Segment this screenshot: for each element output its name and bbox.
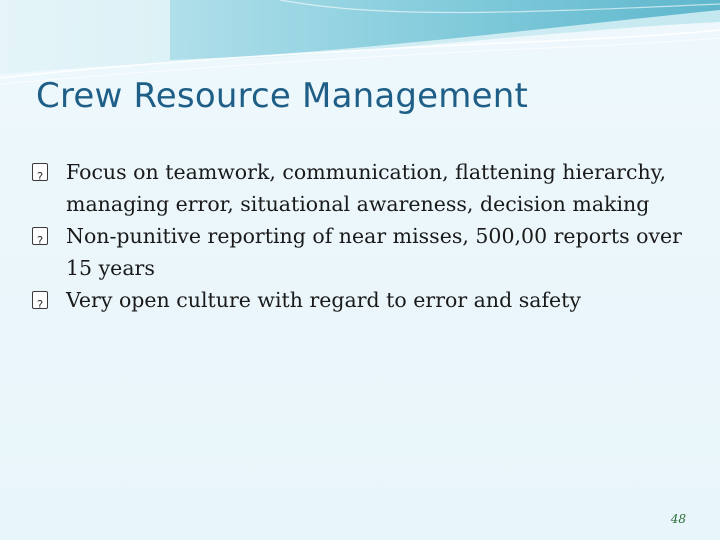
bullet-item — [32, 220, 692, 284]
bullet-text: Non-punitive reporting of near misses, 500,00 reports over 15 years — [66, 224, 682, 280]
bullet-text: Focus on teamwork, communication, flattening hierarchy, managing error, situational awareness, decision making — [66, 160, 667, 216]
bullet-text: Very open culture with regard to error and safety — [66, 288, 582, 312]
bullet-item — [32, 156, 692, 220]
missing-glyph-box-icon — [32, 163, 48, 181]
missing-glyph-box-icon — [32, 227, 48, 245]
bullet-item — [32, 284, 692, 316]
slide-title: Crew Resource Management — [36, 76, 529, 116]
page-number: 48 — [670, 512, 686, 526]
bullet-list — [32, 156, 692, 316]
missing-glyph-box-icon — [32, 291, 48, 309]
